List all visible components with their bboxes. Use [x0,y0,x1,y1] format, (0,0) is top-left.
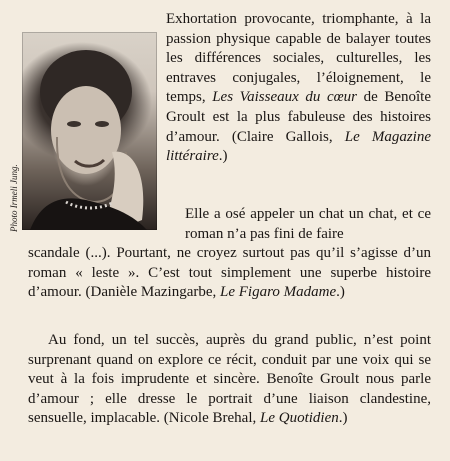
book-title: Les Vaisseaux du cœur [212,89,357,106]
quote-1-text-cont: de Benoîte Groult est la plus fabuleuse des histoires d’amour. (Claire Gallois, [166,89,431,145]
quote-paragraph-2 [28,205,431,303]
quote-2-first-line: Elle a osé appeler un chat un chat, et ce roman n’a pas fini de faire [185,206,431,242]
author-portrait-drawing [22,32,157,230]
quote-paragraph-1 [166,10,431,167]
face-shape [51,86,121,174]
quote-3-close: .) [338,410,348,427]
photo-credit: Photo Irmeli Jung. [9,164,19,232]
quote-2-text: scandale (...). Pourtant, ne croyez surtout pas qu’il s’agisse d’un roman « leste ». C’est tout simplement une superbe histoire d’amour. (Danièle Mazingarbe, [28,245,431,301]
quote-3-source: Le Quotidien [260,410,339,427]
quote-3-text: Au fond, un tel succès, auprès du grand public, n’est point surprenant quand on explore ce récit, conduit par une voix qui se veut à la fois imprudente et sincère. Benoîte Groult nous parle d’amour ; elle dresse le portrait d’une liaison clandestine, sensuelle, implacable. (Nicole Brehal, [28,332,431,427]
quote-paragraph-3 [28,331,431,429]
quote-1-source: Le Magazine littéraire [166,128,431,165]
quote-1-close: .) [218,148,228,165]
author-photo [22,32,157,230]
quote-2-close: .) [336,284,345,301]
quote-2-source: Le Figaro Madame [220,284,337,301]
quote-1-text: Exhortation provocante, triomphante, à la passion physique capable de balayer toutes les différences sociales, culturelles, les entraves conjugales, l’éloignement, le temps, [166,11,431,106]
